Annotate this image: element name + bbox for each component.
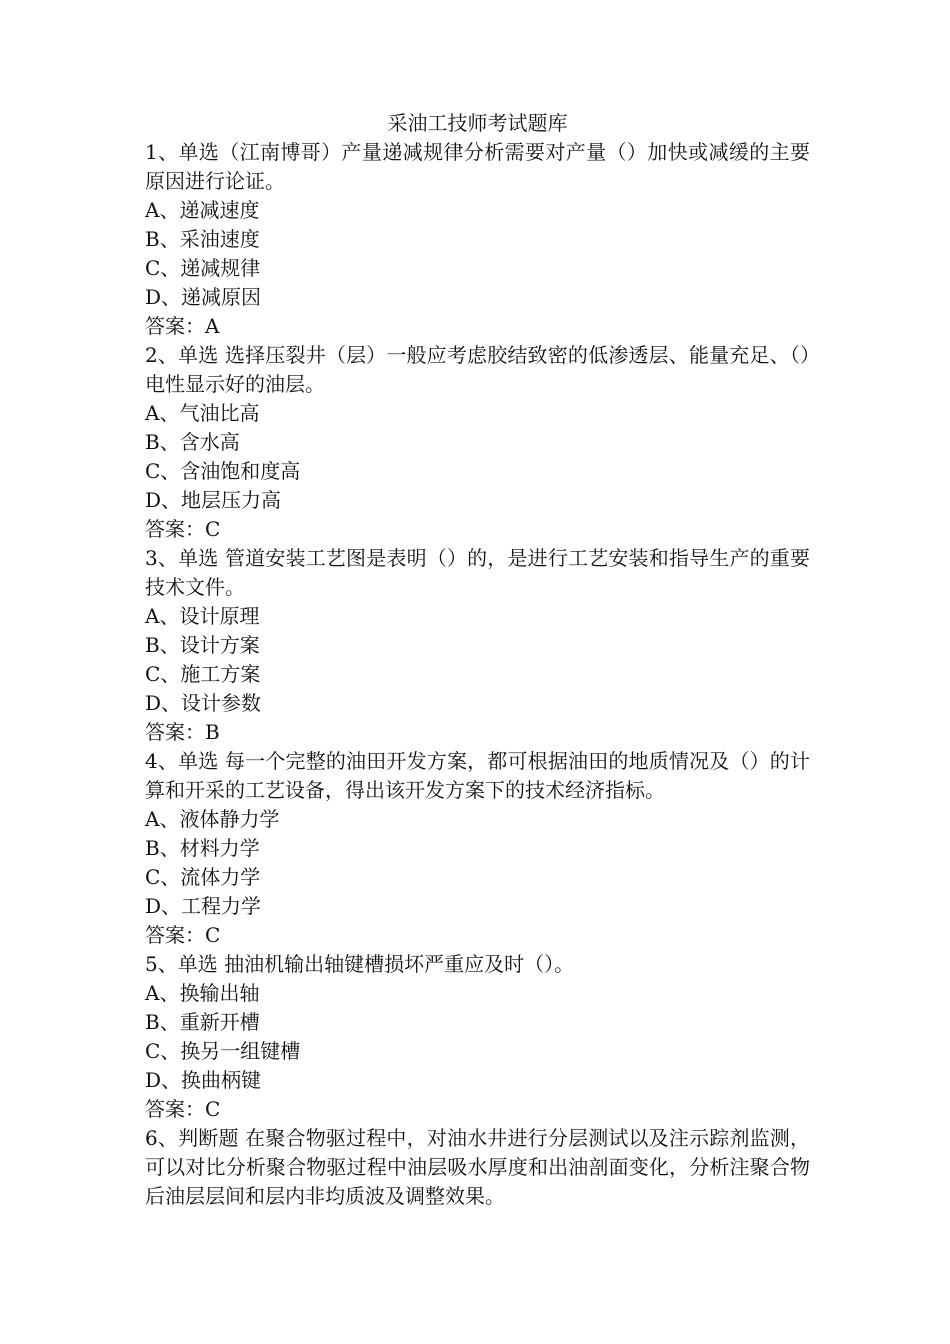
answer-label: 答案： [145, 1097, 205, 1121]
answer-line [145, 718, 810, 747]
question-stem: 3、单选 管道安装工艺图是表明（）的，是进行工艺安装和指导生产的重要技术文件。 [145, 546, 810, 599]
question-3 [145, 544, 810, 747]
option-d: D、工程力学 [145, 894, 262, 918]
question-6 [145, 1124, 810, 1211]
answer-label: 答案： [145, 923, 205, 947]
question-4 [145, 747, 810, 950]
answer-line [145, 1095, 810, 1124]
option-c: C、换另一组键槽 [145, 1039, 301, 1063]
option-a: A、设计原理 [145, 604, 260, 628]
option-d: D、换曲柄键 [145, 1068, 262, 1092]
question-stem: 6、判断题 在聚合物驱过程中，对油水井进行分层测试以及注示踪剂监测，可以对比分析聚合物驱过程中油层吸水厚度和出油剖面变化，分析注聚合物后油层层间和层内非均质波及调整效果。 [145, 1126, 810, 1208]
answer-label: 答案： [145, 517, 205, 541]
option-c: C、施工方案 [145, 662, 261, 686]
question-2 [145, 341, 810, 544]
answer-label: 答案： [145, 720, 205, 744]
option-b: B、重新开槽 [145, 1010, 260, 1034]
option-b: B、含水高 [145, 430, 240, 454]
question-5 [145, 950, 810, 1124]
question-stem: 5、单选 抽油机输出轴键槽损坏严重应及时（）。 [145, 952, 575, 976]
question-stem: 2、单选 选择压裂井（层）一般应考虑胶结致密的低渗透层、能量充足、（）电性显示好的油层。 [145, 343, 810, 396]
question-1 [145, 138, 810, 341]
option-a: A、气油比高 [145, 401, 260, 425]
answer-value: C [205, 1097, 221, 1121]
option-d: D、地层压力高 [145, 488, 282, 512]
option-b: B、材料力学 [145, 836, 260, 860]
option-c: C、递减规律 [145, 256, 261, 280]
answer-label: 答案： [145, 314, 205, 338]
option-a: A、液体静力学 [145, 807, 280, 831]
option-d: D、设计参数 [145, 691, 262, 715]
option-c: C、流体力学 [145, 865, 261, 889]
answer-value: B [205, 720, 220, 744]
answer-line [145, 921, 810, 950]
option-a: A、换输出轴 [145, 981, 260, 1005]
answer-value: C [205, 923, 221, 947]
option-b: B、设计方案 [145, 633, 260, 657]
question-stem: 4、单选 每一个完整的油田开发方案，都可根据油田的地质情况及（）的计算和开采的工艺设备，得出该开发方案下的技术经济指标。 [145, 749, 810, 802]
document-page [145, 109, 810, 1211]
answer-line [145, 312, 810, 341]
option-d: D、递减原因 [145, 285, 262, 309]
option-b: B、采油速度 [145, 227, 260, 251]
option-a: A、递减速度 [145, 198, 260, 222]
answer-value: C [205, 517, 221, 541]
answer-line [145, 515, 810, 544]
document-title: 采油工技师考试题库 [387, 111, 568, 135]
question-stem: 1、单选（江南博哥）产量递减规律分析需要对产量（）加快或减缓的主要原因进行论证。 [145, 140, 810, 193]
option-c: C、含油饱和度高 [145, 459, 301, 483]
answer-value: A [205, 314, 220, 338]
